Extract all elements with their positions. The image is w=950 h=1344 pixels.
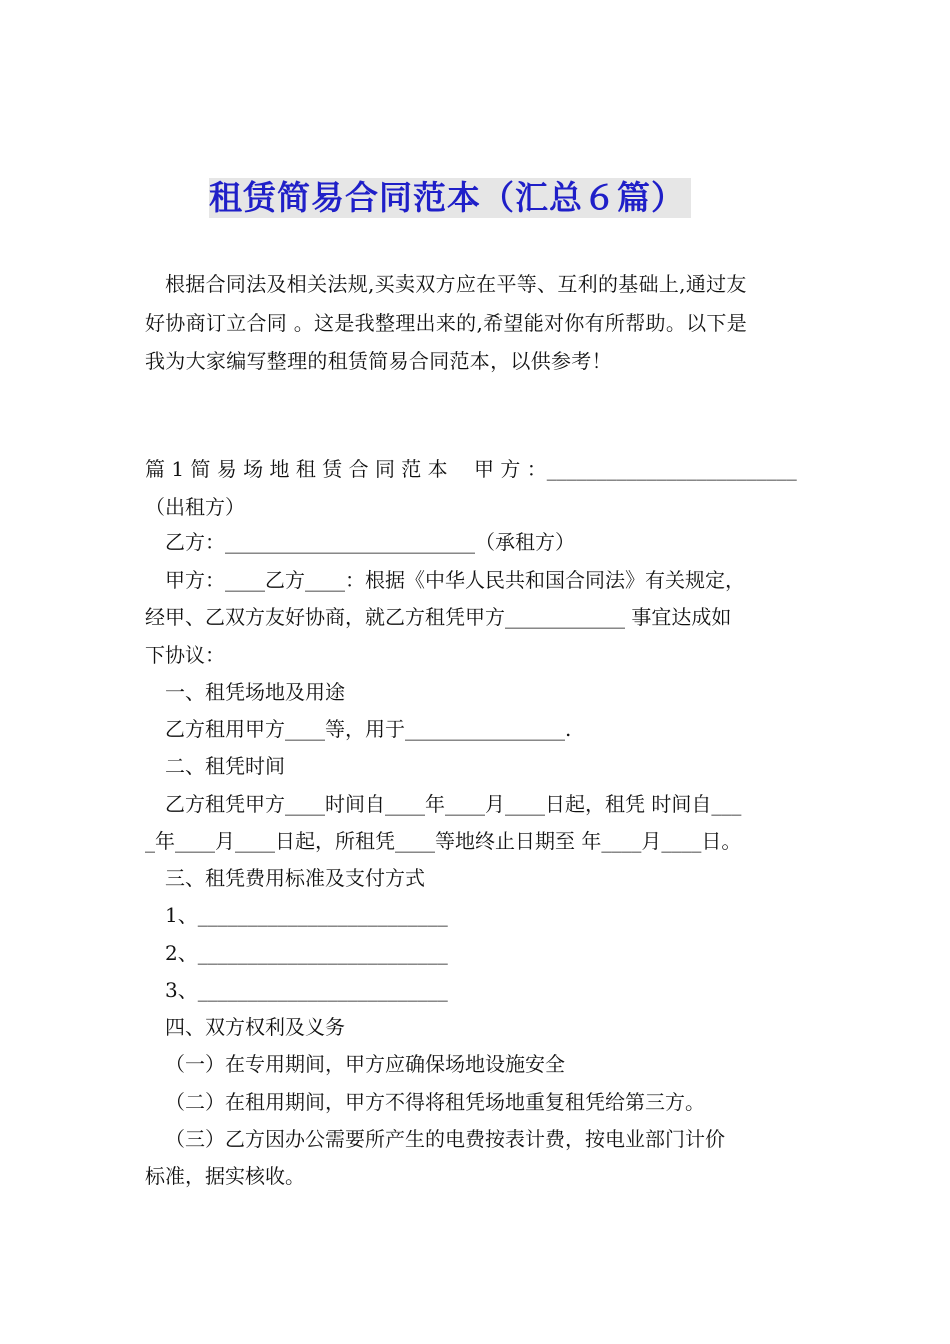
intro-line-1: 根据合同法及相关法规,买卖双方应在平等、互利的基础上,通过友 <box>165 272 747 296</box>
section-4-item-1: （一）在专用期间，甲方应确保场地设施安全 <box>165 1052 565 1076</box>
section-2-title: 二、租凭时间 <box>165 754 285 778</box>
preamble-line-3: 下协议： <box>145 643 225 667</box>
section-2-line-2: _年____月____日起，所租凭____等地终止日期至 年____月____日。 <box>145 829 742 853</box>
section-2-line-1: 乙方租凭甲方____时间自____年____月____日起，租凭 时间自___ <box>165 792 742 816</box>
intro-line-3: 我为大家编写整理的租赁简易合同范本，以供参考！ <box>145 349 612 373</box>
section-3-item: 2、_________________________ <box>165 941 448 965</box>
intro-line-2: 好协商订立合同 。这是我整理出来的,希望能对你有所帮助。以下是 <box>145 311 748 335</box>
section-1-text: 乙方租用甲方____等，用于________________. <box>165 717 572 741</box>
section-4-item-2: （二）在租用期间，甲方不得将租凭场地重复租凭给第三方。 <box>165 1090 705 1114</box>
section-3-item: 1、_________________________ <box>165 903 448 927</box>
section-3-item: 3、_________________________ <box>165 978 448 1002</box>
section-3-title: 三、租凭费用标准及支付方式 <box>165 866 425 890</box>
preamble-line-2: 经甲、乙双方友好协商，就乙方租凭甲方____________ 事宜达成如 <box>145 605 732 629</box>
party-b-line: 乙方：_________________________（承租方） <box>165 530 575 554</box>
section-4-item-3-line-2: 标准，据实核收。 <box>145 1164 305 1188</box>
lessor-label: （出租方） <box>145 495 245 519</box>
section-4-item-3-line-1: （三）乙方因办公需要所产生的电费按表计费，按电业部门计价 <box>165 1127 725 1151</box>
section-1-title: 一、租凭场地及用途 <box>165 680 345 704</box>
section-4-title: 四、双方权利及义务 <box>165 1015 345 1039</box>
preamble-line-1: 甲方：____乙方____：根据《中华人民共和国合同法》有关规定， <box>165 568 745 592</box>
document-title: 租赁简易合同范本（汇总６篇） <box>209 178 691 218</box>
contract-heading: 篇 1 简 易 场 地 租 赁 合 同 范 本 甲 方 ：_________________________ <box>145 457 797 481</box>
